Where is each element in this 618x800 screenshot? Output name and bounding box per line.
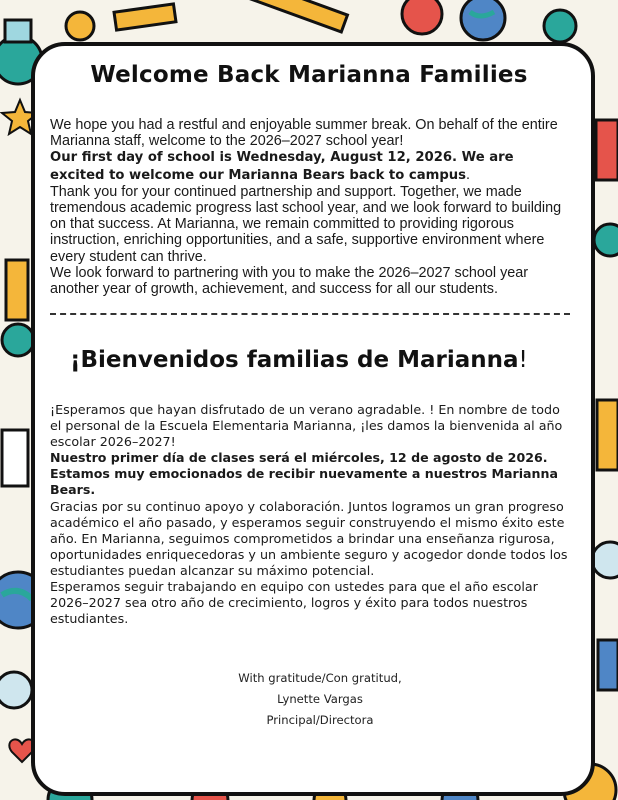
page-title-english: Welcome Back Marianna Families [90,62,528,88]
english-letter-body [50,117,572,297]
spanish-closing-paragraph: Esperamos seguir trabajando en equipo con ustedes para que el año escolar 2026–2027 sea otro año de crecimiento, logros y éxito para todos nuestros estudiantes. [50,579,538,627]
english-thanks-paragraph: Thank you for your continued partnership and support. Together, we made tremendous academic progress last school year, and we look forward to building on that success. At Marianna, we remain committed to providing rigorous instruction, enriching opportunities, and a safe, supportive environment where every student can thrive. [50,183,562,265]
english-first-day-tail: . [466,166,471,183]
spanish-intro-paragraph: ¡Esperamos que hayan disfrutado de un verano agradable. ! En nombre de todo el personal de la Escuela Elementaria Marianna, ¡les damos la bienvenida al año escolar 2026–2027! [50,402,563,450]
spanish-letter-body [50,402,572,627]
spanish-first-day-bold: Nuestro primer día de clases será el miércoles, 12 de agosto de 2026. Estamos muy emocionados de recibir nuevamente a nuestros Marianna Bears. [50,450,558,498]
english-closing-paragraph: We look forward to partnering with you to make the 2026–2027 school year another year of growth, achievement, and success for all our students. [50,264,529,298]
english-first-day-paragraph [50,149,572,183]
spanish-first-day-paragraph [50,450,572,498]
section-divider [50,313,570,315]
globe-icon [461,0,505,40]
title-spanish-exclamation: ! [518,347,528,373]
page-title-spanish [70,347,550,373]
signature-block [200,668,440,731]
spanish-thanks-paragraph: Gracias por su continuo apoyo y colaboración. Juntos logramos un gran progreso académico el año pasado, y esperamos seguir construyendo el mismo éxito este año. En Marianna, seguimos comprometidos a brindar una enseñanza rigurosa, oportunidades enriquecedoras y un ambiente seguro y acogedor donde todos los estudiantes puedan alcanzar su máximo potencial. [50,498,568,578]
apple-icon [402,0,442,34]
signature-closing: With gratitude/Con gratitud, [238,671,402,685]
title-spanish-text: ¡Bienvenidos familias de Marianna [70,347,519,373]
signature-title: Principal/Directora [266,713,374,727]
english-first-day-bold: Our first day of school is Wednesday, August 12, 2026. We are excited to welcome our Marianna Bears back to campus [50,150,514,183]
signature-name: Lynette Vargas [277,692,363,706]
english-intro-paragraph: We hope you had a restful and enjoyable summer break. On behalf of the entire Marianna staff, welcome to the 2026–2027 school year! [50,117,558,150]
